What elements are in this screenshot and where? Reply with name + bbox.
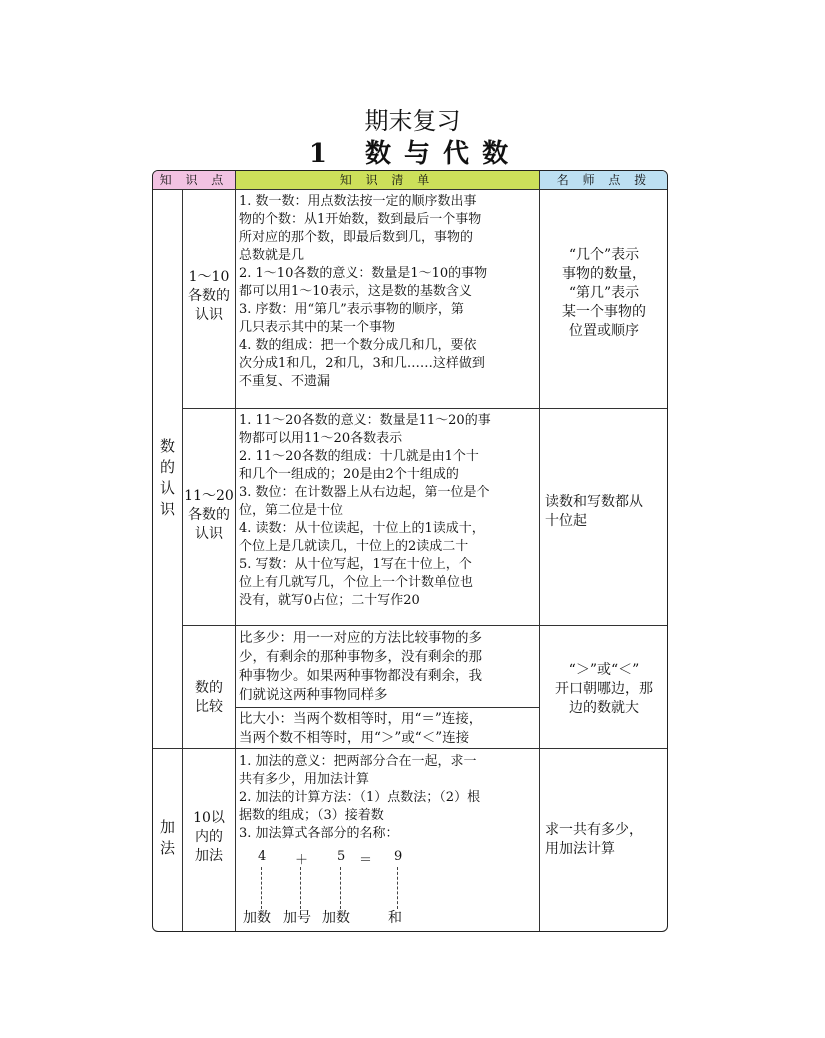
tip-comparison <box>539 661 668 718</box>
subtopic-1-10 <box>183 268 235 325</box>
subtopic-line: 加法 <box>195 848 223 864</box>
subtopic-comparison <box>183 679 235 717</box>
category-char: 加 <box>159 818 175 836</box>
text-line: 比大小：当两个数相等时，用“＝”连接， <box>239 711 483 727</box>
part-label-addend: 加数 <box>243 910 271 926</box>
tip-line: 用加法计算 <box>545 841 615 857</box>
pointer-line <box>340 867 341 909</box>
text-line: 位上有几就写几，个位上一个计数单位也 <box>239 575 474 590</box>
section-title <box>0 133 825 170</box>
header-divider <box>153 189 668 190</box>
row-divider <box>182 625 668 626</box>
tip-11-20 <box>539 493 668 531</box>
text-line: 和几个一组成的；20是由2个十组成的 <box>239 467 459 482</box>
section-title-char: 数 <box>365 139 395 169</box>
text-line: 1. 11～20各数的意义：数量是11～20的事 <box>239 413 491 428</box>
text-line: 没有，就写0占位；二十写作20 <box>239 593 420 608</box>
header-knowledge-list: 知 识 清 单 <box>235 171 539 189</box>
subtopic-line: 各数的 <box>188 288 230 304</box>
sub-row-divider <box>235 707 539 708</box>
text-line: 比多少：用一一对应的方法比较事物的多 <box>239 630 482 646</box>
section-number: 1 <box>308 139 331 169</box>
text-line: 物都可以用11～20各数表示 <box>239 431 403 446</box>
category-char: 识 <box>159 500 175 518</box>
text-line: 3. 数位：在计数器上从右边起，第一位是个 <box>239 485 490 500</box>
tip-line: 边的数就大 <box>569 700 639 716</box>
subtopic-addition-within-10 <box>183 809 235 866</box>
text-line: 4. 读数：从十位读起，十位上的1读成十， <box>239 521 485 536</box>
text-line: 物的个数：从1开始数，数到最后一个事物 <box>239 212 482 227</box>
tip-line: “几个”表示 <box>568 247 640 263</box>
part-label-addend: 加数 <box>322 910 350 926</box>
pointer-line <box>261 867 262 909</box>
tip-line: 读数和写数都从 <box>545 494 643 510</box>
text-line: 1. 加法的意义：把两部分合在一起，求一 <box>239 754 477 769</box>
pointer-line <box>397 867 398 909</box>
text-line: 1. 数一数：用点数法按一定的顺序数出事 <box>239 194 477 209</box>
equation-term: 4 <box>258 849 267 864</box>
category-number-recognition <box>153 436 182 520</box>
text-line: 不重复、不遗漏 <box>239 374 331 389</box>
category-char: 数 <box>159 437 175 455</box>
category-char: 的 <box>159 458 175 476</box>
text-line: 3. 加法算式各部分的名称： <box>239 826 399 841</box>
knowledge-text-1-10 <box>236 193 540 391</box>
subtopic-line: 认识 <box>195 307 223 323</box>
text-line: 5. 写数：从十位写起，1写在十位上，个 <box>239 557 472 572</box>
text-line: 都可以用1～10表示，这是数的基数含义 <box>239 284 472 299</box>
text-line: 据数的组成；（3）接着数 <box>239 808 384 823</box>
section-title-char: 数 <box>482 139 512 169</box>
tip-line: 求一共有多少， <box>545 822 643 838</box>
tip-line: 事物的数量， <box>562 266 646 282</box>
equation-operator: ＋ <box>295 853 309 868</box>
text-line: 4. 数的组成：把一个数分成几和几，要依 <box>239 338 477 353</box>
text-line: 少，有剩余的那种事物多，没有剩余的那 <box>239 649 482 665</box>
knowledge-text-compare-size <box>236 710 540 748</box>
knowledge-text-addition <box>236 753 540 843</box>
tip-line: 十位起 <box>545 513 587 529</box>
category-char: 法 <box>159 839 175 857</box>
equation-term: 9 <box>394 849 403 864</box>
knowledge-table <box>152 170 668 932</box>
equation-term: 5 <box>337 849 346 864</box>
text-line: 3. 序数：用“第几”表示事物的顺序，第 <box>239 302 464 317</box>
tip-line: “第几”表示 <box>568 285 640 301</box>
section-divider <box>153 748 668 749</box>
text-line: 个位上是几就读几，十位上的2读成二十 <box>239 539 469 554</box>
tip-line: “＞”或“＜” <box>568 662 640 678</box>
tip-1-10 <box>539 246 668 341</box>
pointer-line <box>300 867 301 909</box>
text-line: 共有多少，用加法计算 <box>239 772 370 787</box>
subtopic-line: 10以 <box>193 810 225 826</box>
part-label-sum: 和 <box>388 910 402 926</box>
header-knowledge-point: 知 识 点 <box>153 171 235 189</box>
text-line: 所对应的那个数，即最后数到几，事物的 <box>239 230 474 245</box>
text-line: 2. 11～20各数的组成：十几就是由1个十 <box>239 449 479 464</box>
text-line: 2. 1～10各数的意义：数量是1～10的事物 <box>239 266 488 281</box>
knowledge-text-11-20 <box>236 412 540 610</box>
subtopic-line: 内的 <box>195 829 223 845</box>
section-title-char: 代 <box>443 139 473 169</box>
text-line: 2. 加法的计算方法：（1）点数法；（2）根 <box>239 790 481 805</box>
equation-operator: ＝ <box>359 853 373 868</box>
section-title-char: 与 <box>404 139 434 169</box>
text-line: 位，第二位是十位 <box>239 503 344 518</box>
text-line: 种事物少。如果两种事物都没有剩余，我 <box>239 668 482 684</box>
subtopic-11-20 <box>183 487 235 544</box>
row-divider <box>182 408 668 409</box>
text-line: 们就说这两种事物同样多 <box>239 687 388 703</box>
tip-line: 位置或顺序 <box>569 323 639 339</box>
tip-line: 开口朝哪边，那 <box>555 681 653 697</box>
subtopic-line: 1～10 <box>188 269 230 285</box>
subtopic-line: 比较 <box>195 699 223 715</box>
text-line: 当两个数不相等时，用“＞”或“＜”连接 <box>239 730 470 746</box>
subtopic-line: 各数的 <box>188 507 230 523</box>
text-line: 总数就是几 <box>239 248 305 263</box>
subtopic-line: 认识 <box>195 526 223 542</box>
equation <box>236 849 540 929</box>
category-char: 认 <box>159 479 175 497</box>
page-title: 期末复习 <box>364 107 461 135</box>
text-line: 次分成1和几，2和几，3和几……这样做到 <box>239 356 485 371</box>
text-line: 几只表示其中的某一个事物 <box>239 320 396 335</box>
part-label-plus-sign: 加号 <box>283 910 311 926</box>
knowledge-text-compare-quantity <box>236 629 540 705</box>
tip-addition <box>539 821 668 859</box>
tip-line: 某一个事物的 <box>562 304 646 320</box>
category-addition <box>153 817 182 859</box>
subtopic-line: 11～20 <box>184 488 234 504</box>
subtopic-line: 数的 <box>195 680 223 696</box>
header-teacher-tips: 名 师 点 拨 <box>539 171 668 189</box>
